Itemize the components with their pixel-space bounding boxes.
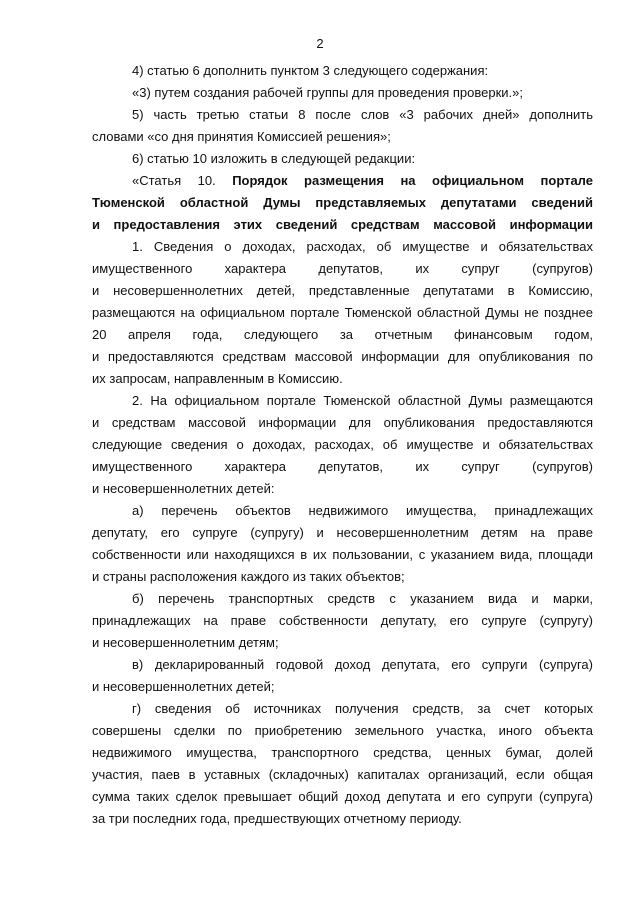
section-1-line-3: и несовершеннолетних детей, представленные депутатами в Комиссию, (92, 283, 593, 298)
article-10-heading-line-1 (92, 170, 593, 192)
subitem-g-line-2: совершены сделки по приобретению земельного участка, иного объекта (92, 723, 593, 738)
section-2-line-5: и несовершеннолетних детей: (92, 481, 275, 496)
article-10-heading-line-2: Тюменской областной Думы представляемых депутатами сведений (92, 195, 593, 210)
amendment-item-4: 4) статью 6 дополнить пунктом 3 следующего содержания: (132, 63, 489, 78)
section-2-line-1: 2. На официальном портале Тюменской областной Думы размещаются (132, 393, 593, 408)
section-2-line-3: следующие сведения о доходах, расходах, об имуществе и обязательствах (92, 437, 593, 452)
subitem-g-line-6: за три последних года, предшествующих отчетному периоду. (92, 811, 462, 826)
subitem-b-line-2: принадлежащих на праве собственности депутату, его супруге (супругу) (92, 613, 593, 628)
subitem-v-line-2: и несовершеннолетних детей; (92, 679, 275, 694)
article-10-heading-line-3: и предоставления этих сведений средствам массовой информации (92, 217, 593, 232)
subitem-a-line-3: собственности или находящихся в их пользовании, с указанием вида, площади (92, 547, 593, 562)
subitem-b-line-1: б) перечень транспортных средств с указанием вида и марки, (132, 591, 593, 606)
amendment-item-5-line-1: 5) часть третью статьи 8 после слов «3 рабочих дней» дополнить (132, 107, 593, 122)
subitem-b-line-3: и несовершеннолетним детям; (92, 635, 279, 650)
subitem-a-line-1: а) перечень объектов недвижимого имущества, принадлежащих (132, 503, 593, 518)
section-1-line-2: имущественного характера депутатов, их супруг (супругов) (92, 261, 593, 276)
subitem-g-line-5: сумма таких сделок превышает общий доход депутата и его супруги (супруга) (92, 789, 593, 804)
document-body (92, 60, 593, 830)
section-1-line-4: размещаются на официальном портале Тюменской областной Думы не позднее (92, 305, 593, 320)
amendment-item-5-line-2: словами «со дня принятия Комиссией решения»; (92, 129, 391, 144)
subitem-a-line-4: и страны расположения каждого из таких объектов; (92, 569, 405, 584)
page-number: 2 (316, 36, 324, 51)
amendment-item-4-text: «3) путем создания рабочей группы для проведения проверки.»; (132, 85, 523, 100)
subitem-g-line-3: недвижимого имущества, транспортного средства, ценных бумаг, долей (92, 745, 593, 760)
section-1-line-5: 20 апреля года, следующего за отчетным финансовым годом, (92, 327, 593, 342)
section-1-line-6: и предоставляются средствам массовой информации для опубликования по (92, 349, 593, 364)
section-1-line-1: 1. Сведения о доходах, расходах, об имуществе и обязательствах (132, 239, 593, 254)
section-2-line-2: и средствам массовой информации для опубликования предоставляются (92, 415, 593, 430)
section-1-line-7: их запросам, направленным в Комиссию. (92, 371, 343, 386)
subitem-v-line-1: в) декларированный годовой доход депутата, его супруги (супруга) (132, 657, 593, 672)
amendment-item-6: 6) статью 10 изложить в следующей редакции: (132, 151, 416, 166)
section-2-line-4: имущественного характера депутатов, их супруг (супругов) (92, 459, 593, 474)
article-10-title-part-1: Порядок размещения на официальном портале (232, 173, 593, 188)
subitem-a-line-2: депутату, его супруге (супругу) и несовершеннолетним детям на праве (92, 525, 593, 540)
subitem-g-line-1: г) сведения об источниках получения средств, за счет которых (132, 701, 593, 716)
subitem-g-line-4: участия, паев в уставных (складочных) капиталах организаций, если общая (92, 767, 593, 782)
article-10-label: «Статья 10. (132, 173, 216, 188)
